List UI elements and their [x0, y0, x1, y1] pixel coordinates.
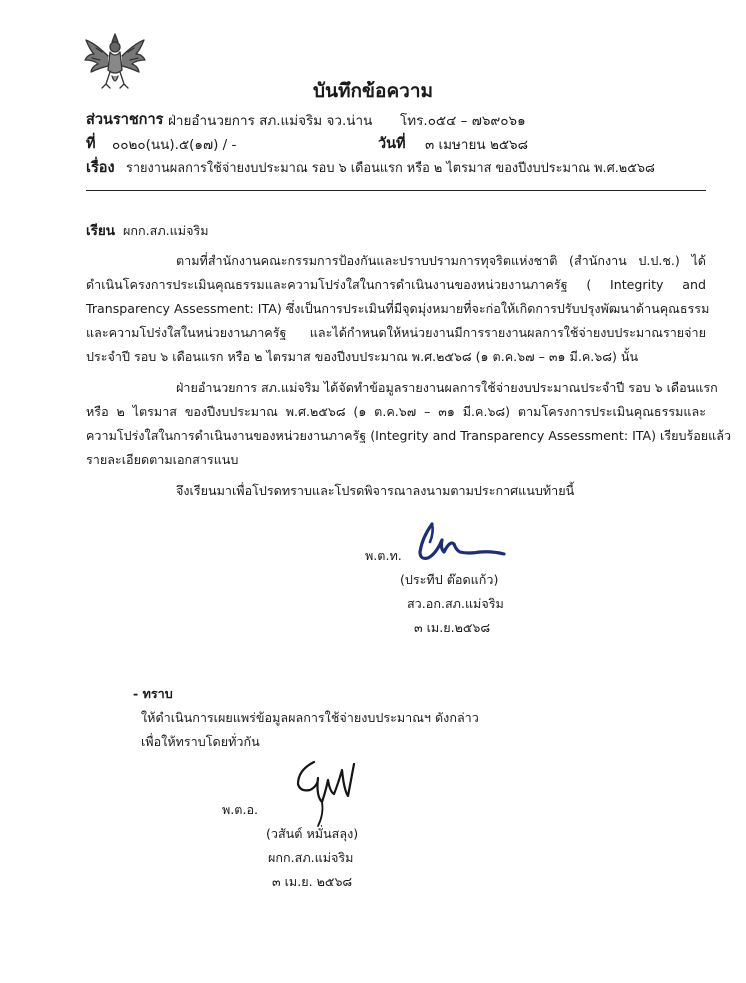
date-label: วันที่ [378, 136, 406, 152]
ref-label: ที่ [86, 136, 96, 152]
subject-value: รายงานผลการใช้จ่ายงบประมาณ รอบ ๖ เดือนแรก หรือ ๒ ไตรมาส ของปีงบประมาณ พ.ศ.๒๕๖๘ [126, 161, 655, 176]
subject-row [86, 156, 115, 179]
date-value: ๓ เมษายน ๒๕๖๘ [425, 137, 529, 153]
order-line-1: ให้ดำเนินการเผยแพร่ข้อมูลผลการใช้จ่ายงบประมาณฯ ดังกล่าว [141, 710, 479, 725]
org-row [86, 108, 163, 131]
paragraph-1-line-2: ดำเนินโครงการประเมินคุณธรรมและความโปร่งใสในการดำเนินงานของหน่วยงานภาครัฐ ( Integrity and [86, 277, 706, 292]
paragraph-1-line-4: และความโปร่งใสในหน่วยงานภาครัฐ และได้กำหนดให้หน่วยงานมีการรายงานผลการใช้จ่ายงบประมาณรายจ่าย [86, 325, 706, 340]
paragraph-1-line-1: ตามที่สำนักงานคณะกรรมการป้องกันและปราบปรามการทุจริตแห่งชาติ (สำนักงาน ป.ป.ช.) ได้ [176, 253, 706, 268]
signature-1-position: สว.อก.สภ.แม่จริม [407, 596, 504, 611]
ref-value: ๐๐๒๐(นน).๕(๑๗) / - [112, 137, 237, 153]
signature-2-position: ผกก.สภ.แม่จริม [268, 850, 354, 865]
org-value: ฝ่ายอำนวยการ สภ.แม่จริม จว.น่าน [168, 113, 373, 129]
to-label: เรียน [86, 223, 116, 239]
signature-2-rank: พ.ต.อ. [222, 802, 259, 817]
date-row [378, 132, 406, 155]
subject-label: เรื่อง [86, 160, 115, 176]
org-label: ส่วนราชการ [86, 112, 164, 128]
ref-row [86, 132, 96, 155]
paragraph-2-line-1: ฝ่ายอำนวยการ สภ.แม่จริม ได้จัดทำข้อมูลรายงานผลการใช้จ่ายงบประมาณประจำปี รอบ ๖ เดือนแรก [176, 380, 718, 395]
signature-1-icon [410, 518, 510, 566]
header-divider [86, 190, 706, 191]
order-line-2: เพื่อให้ทราบโดยทั่วกัน [141, 734, 260, 749]
paragraph-1-line-5: ประจำปี รอบ ๖ เดือนแรก หรือ ๒ ไตรมาส ของปีงบประมาณ พ.ศ.๒๕๖๘ (๑ ต.ค.๖๗ – ๓๑ มี.ค.๖๘) นั้น [86, 349, 639, 364]
paragraph-2-line-2: หรือ ๒ ไตรมาส ของปีงบประมาณ พ.ศ.๒๕๖๘ (๑ ต.ค.๖๗ – ๓๑ มี.ค.๖๘) ตามโครงการประเมินคุณธรรมและ [86, 404, 706, 419]
signature-2-icon [288, 756, 360, 828]
salutation [86, 220, 209, 242]
signature-1-date: ๓ เม.ย.๒๕๖๘ [414, 620, 491, 635]
paragraph-3: จึงเรียนมาเพื่อโปรดทราบและโปรดพิจารณาลงนามตามประกาศแนบท้ายนี้ [176, 483, 575, 498]
paragraph-2-line-4: รายละเอียดตามเอกสารแนบ [86, 452, 239, 467]
phone-number: โทร.๐๕๔ – ๗๖๙๐๖๑ [400, 113, 526, 129]
paragraph-1-line-3: Transparency Assessment: ITA) ซึ่งเป็นการประเมินที่มีจุดมุ่งหมายที่จะก่อให้เกิดการปรับปรุงพัฒนาด้านคุณธรรม [86, 301, 710, 316]
to-value: ผกก.สภ.แม่จริม [123, 223, 209, 238]
signature-1-rank: พ.ต.ท. [365, 548, 402, 563]
signature-1-name: (ประทีป ต๊อดแก้ว) [400, 572, 499, 587]
signature-2-name: (วสันต์ หมั่นสลุง) [266, 826, 359, 841]
paragraph-2-line-3: ความโปร่งใสในการดำเนินงานของหน่วยงานภาครัฐ (Integrity and Transparency Assessment: ITA) เรียบร้อยแล้ว [86, 428, 732, 443]
document-title: บันทึกข้อความ [312, 80, 434, 102]
signature-2-date: ๓ เม.ย. ๒๕๖๘ [272, 874, 353, 889]
order-label: - ทราบ [133, 686, 173, 701]
